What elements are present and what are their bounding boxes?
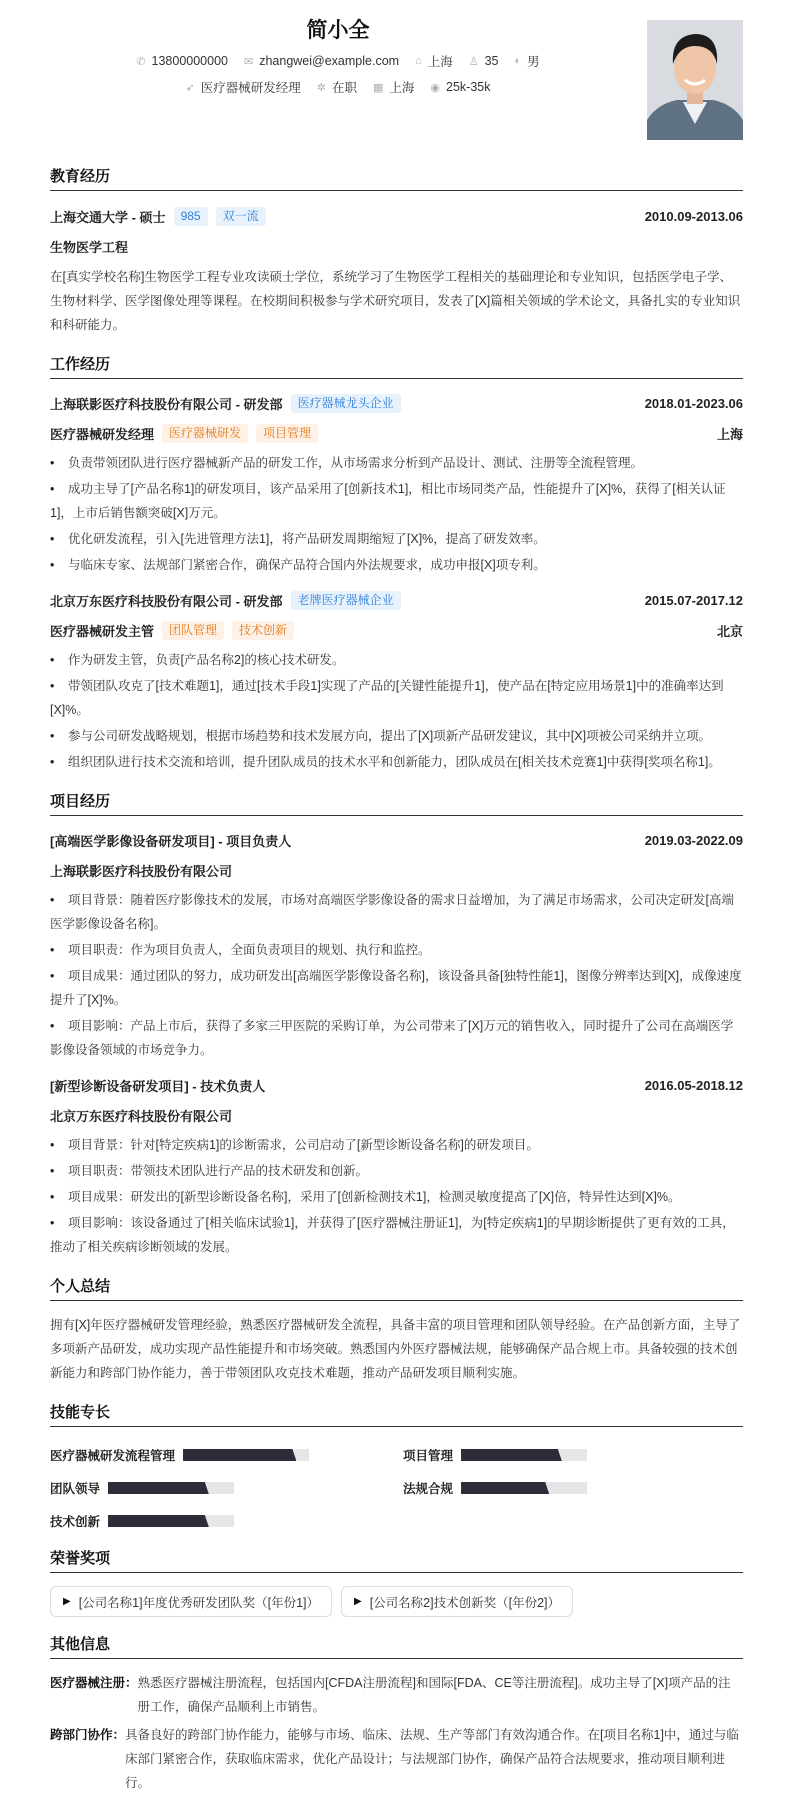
location: 北京	[716, 623, 743, 639]
age: 35	[484, 54, 499, 68]
company-tag: 医疗器械龙头企业	[291, 394, 401, 413]
company: 上海联影医疗科技股份有限公司 - 研发部	[50, 396, 283, 412]
triangle-right-icon: ▶	[354, 1596, 362, 1607]
other-label: 跨部门协作：	[50, 1728, 126, 1742]
target-city: 上海	[389, 81, 415, 95]
contact-line	[50, 48, 626, 74]
send-icon: ➶	[185, 81, 195, 94]
date: 2018.01-2023.06	[644, 395, 743, 411]
location: 上海	[716, 426, 743, 442]
job-status: 在职	[331, 81, 357, 95]
summary-section	[50, 1277, 743, 1385]
education-desc: 在[真实学校名称]生物医学工程专业攻读硕士学位，系统学习了生物医学工程相关的基础理论和专业知识，包括医学电子学、生物材料学、医学图像处理等课程。在校期间积极参与学术研究项目，发表了[X]篇相关领域的学术论文，具备扎实的专业知识和科研能力。	[50, 270, 741, 332]
skill-level-fill	[183, 1449, 296, 1461]
skill-item	[403, 1478, 743, 1498]
skill-level-bar	[108, 1482, 234, 1494]
skills-grid	[50, 1445, 743, 1531]
tag: 团队管理	[162, 621, 224, 640]
salary-icon: ◉	[430, 81, 440, 94]
school: 上海交通大学 - 硕士	[50, 209, 166, 225]
bullet: • 优化研发流程，引入[先进管理方法1]，将产品研发周期缩短了[X]%，提高了研发效率。	[50, 527, 743, 551]
job-title: 医疗器械研发经理	[50, 426, 155, 442]
major-row	[50, 231, 743, 261]
section-title: 个人总结	[50, 1277, 743, 1301]
work-entry	[50, 388, 743, 577]
date: 2015.07-2017.12	[644, 592, 743, 608]
phone-icon: ✆	[136, 55, 146, 68]
city: 上海	[427, 55, 453, 69]
home-icon: ⌂	[415, 55, 422, 67]
bullet: • 成功主导了[产品名称1]的研发项目，该产品采用了[创新技术1]，相比市场同类产品，性能提升了[X]%，获得了[相关认证1]，上市后销售额突破[X]万元。	[50, 477, 743, 525]
tag: 985	[174, 207, 208, 226]
salary: 25k-35k	[446, 80, 491, 94]
tag: 双一流	[216, 207, 266, 226]
resume-header	[50, 14, 626, 100]
bullet: • 项目职责：带领技术团队进行产品的技术研发和创新。	[50, 1159, 743, 1183]
resume-body	[50, 167, 743, 1811]
bullet: • 参与公司研发战略规划，根据市场趋势和技术发展方向，提出了[X]项新产品研发建议，其中[X]项被公司采纳并立项。	[50, 724, 743, 748]
bullet: • 项目成果：研发出的[新型诊断设备名称]，采用了[创新检测技术1]，检测灵敏度提高了[X]倍，特异性达到[X]%。	[50, 1185, 743, 1209]
job-title: 医疗器械研发主管	[50, 623, 155, 639]
phone: 13800000000	[151, 54, 228, 68]
other-text: 具备良好的跨部门协作能力，能够与市场、临床、法规、生产等部门有效沟通合作。在[项目名称1]中，通过与临床部门紧密合作，获取临床需求，优化产品设计；与法规部门协作，确保产品符合法规要求，推动项目顺利进行。	[125, 1728, 739, 1790]
tag: 项目管理	[256, 424, 318, 443]
bullet: • 项目背景：随着医疗影像技术的发展，市场对高端医学影像设备的需求日益增加，为了满足市场需求，公司决定研发[高端医学影像设备名称]。	[50, 888, 743, 936]
company: 北京万东医疗科技股份有限公司 - 研发部	[50, 593, 283, 609]
project-title: [高端医学影像设备研发项目] - 项目负责人	[50, 833, 292, 849]
project-entry	[50, 1070, 743, 1259]
status-icon: ✲	[316, 81, 326, 94]
date: 2019.03-2022.09	[644, 832, 743, 848]
other-section	[50, 1635, 743, 1795]
target-position: 医疗器械研发经理	[200, 81, 301, 95]
award-item[interactable]	[341, 1586, 573, 1617]
skill-item	[50, 1445, 403, 1465]
job-intent-line	[50, 74, 626, 100]
skills-section	[50, 1403, 743, 1531]
email: zhangwei@example.com	[259, 54, 400, 68]
project-company: 上海联影医疗科技股份有限公司	[50, 863, 233, 879]
section-title: 项目经历	[50, 792, 743, 816]
skill-level-bar	[108, 1515, 234, 1527]
summary-text: 拥有[X]年医疗器械研发管理经验，熟悉医疗器械研发全流程，具备丰富的项目管理和团队领导经验。在产品创新方面，主导了多项新产品研发，成功实现产品性能提升和市场突破。熟悉国内外医疗器械法规，能够确保产品合规上市。具备较强的技术创新能力和跨部门协作能力，善于带领团队攻克技术难题，推动产品研发项目顺利实施。	[50, 1318, 741, 1380]
gender: 男	[527, 55, 540, 69]
age-icon: ♙	[468, 55, 479, 68]
candidate-name: 简小全	[306, 19, 370, 42]
building-icon: ▦	[372, 81, 384, 94]
skill-level-fill	[108, 1482, 209, 1494]
awards-section	[50, 1549, 743, 1617]
award-label: [公司名称2]技术创新奖（[年份2]）	[369, 1595, 560, 1610]
skill-name: 技术创新	[50, 1515, 101, 1529]
skill-name: 团队领导	[50, 1482, 101, 1496]
awards-list	[50, 1586, 743, 1617]
bullet: • 与临床专家、法规部门紧密合作，确保产品符合国内外法规要求，成功申报[X]项专利。	[50, 553, 743, 577]
section-title: 教育经历	[50, 167, 743, 191]
date: 2010.09-2013.06	[644, 208, 743, 224]
projects-section	[50, 792, 743, 1259]
skill-level-fill	[461, 1449, 562, 1461]
other-label: 医疗器械注册：	[50, 1676, 138, 1690]
skill-item	[403, 1445, 743, 1465]
email-icon: ✉	[244, 55, 254, 68]
company-tag: 老牌医疗器械企业	[291, 591, 401, 610]
triangle-right-icon: ▶	[63, 1596, 71, 1607]
bullet: • 带领团队攻克了[技术难题1]，通过[技术手段1]实现了产品的[关键性能提升1]，使产品在[特定应用场景1]中的准确率达到[X]%。	[50, 674, 743, 722]
tag: 技术创新	[232, 621, 294, 640]
bullet: • 负责带领团队进行医疗器械新产品的研发工作，从市场需求分析到产品设计、测试、注册等全流程管理。	[50, 451, 743, 475]
skill-name: 法规合规	[403, 1482, 454, 1496]
section-title: 工作经历	[50, 355, 743, 379]
section-title: 技能专长	[50, 1403, 743, 1427]
project-title: [新型诊断设备研发项目] - 技术负责人	[50, 1078, 266, 1094]
skill-item	[50, 1511, 403, 1531]
education-section	[50, 167, 743, 337]
other-text: 熟悉医疗器械注册流程，包括国内[CFDA注册流程]和国际[FDA、CE等注册流程]。成功主导了[X]项产品的注册工作，确保产品顺利上市销售。	[137, 1676, 731, 1714]
section-title: 荣誉奖项	[50, 1549, 743, 1573]
skill-level-bar	[183, 1449, 309, 1461]
bullet: • 项目成果：通过团队的努力，成功研发出[高端医学影像设备名称]，该设备具备[独特性能1]，图像分辨率达到[X]，成像速度提升了[X]%。	[50, 964, 743, 1012]
bullet: • 项目影响：该设备通过了[相关临床试验1]，并获得了[医疗器械注册证1]，为[特定疾病1]的早期诊断提供了更有效的工具，推动了相关疾病诊断领域的发展。	[50, 1211, 743, 1259]
skill-name: 项目管理	[403, 1449, 454, 1463]
bullet: • 项目影响：产品上市后，获得了多家三甲医院的采购订单，为公司带来了[X]万元的销售收入，同时提升了公司在高端医学影像设备领域的市场竞争力。	[50, 1014, 743, 1062]
skill-level-bar	[461, 1482, 587, 1494]
bullet: • 作为研发主管，负责[产品名称2]的核心技术研发。	[50, 648, 743, 672]
education-row	[50, 201, 743, 231]
project-company: 北京万东医疗科技股份有限公司	[50, 1108, 233, 1124]
skill-level-fill	[461, 1482, 549, 1494]
work-section	[50, 355, 743, 774]
skill-item	[50, 1478, 403, 1498]
work-entry	[50, 585, 743, 774]
other-item	[50, 1723, 743, 1795]
date: 2016.05-2018.12	[644, 1077, 743, 1093]
avatar-photo	[647, 20, 743, 140]
bullet: • 项目职责：作为项目负责人，全面负责项目的规划、执行和监控。	[50, 938, 743, 962]
skill-name: 医疗器械研发流程管理	[50, 1449, 176, 1463]
other-item	[50, 1671, 743, 1719]
major: 生物医学工程	[50, 239, 129, 255]
tag: 医疗器械研发	[162, 424, 248, 443]
gender-icon: ◐	[514, 55, 522, 67]
skill-level-bar	[461, 1449, 587, 1461]
project-entry	[50, 825, 743, 1062]
bullet: • 组织团队进行技术交流和培训，提升团队成员的技术水平和创新能力，团队成员在[相关技术竞赛1]中获得[奖项名称1]。	[50, 750, 743, 774]
award-label: [公司名称1]年度优秀研发团队奖（[年份1]）	[78, 1595, 319, 1610]
award-item[interactable]	[50, 1586, 332, 1617]
skill-level-fill	[108, 1515, 209, 1527]
bullet: • 项目背景：针对[特定疾病1]的诊断需求，公司启动了[新型诊断设备名称]的研发项目。	[50, 1133, 743, 1157]
section-title: 其他信息	[50, 1635, 743, 1659]
